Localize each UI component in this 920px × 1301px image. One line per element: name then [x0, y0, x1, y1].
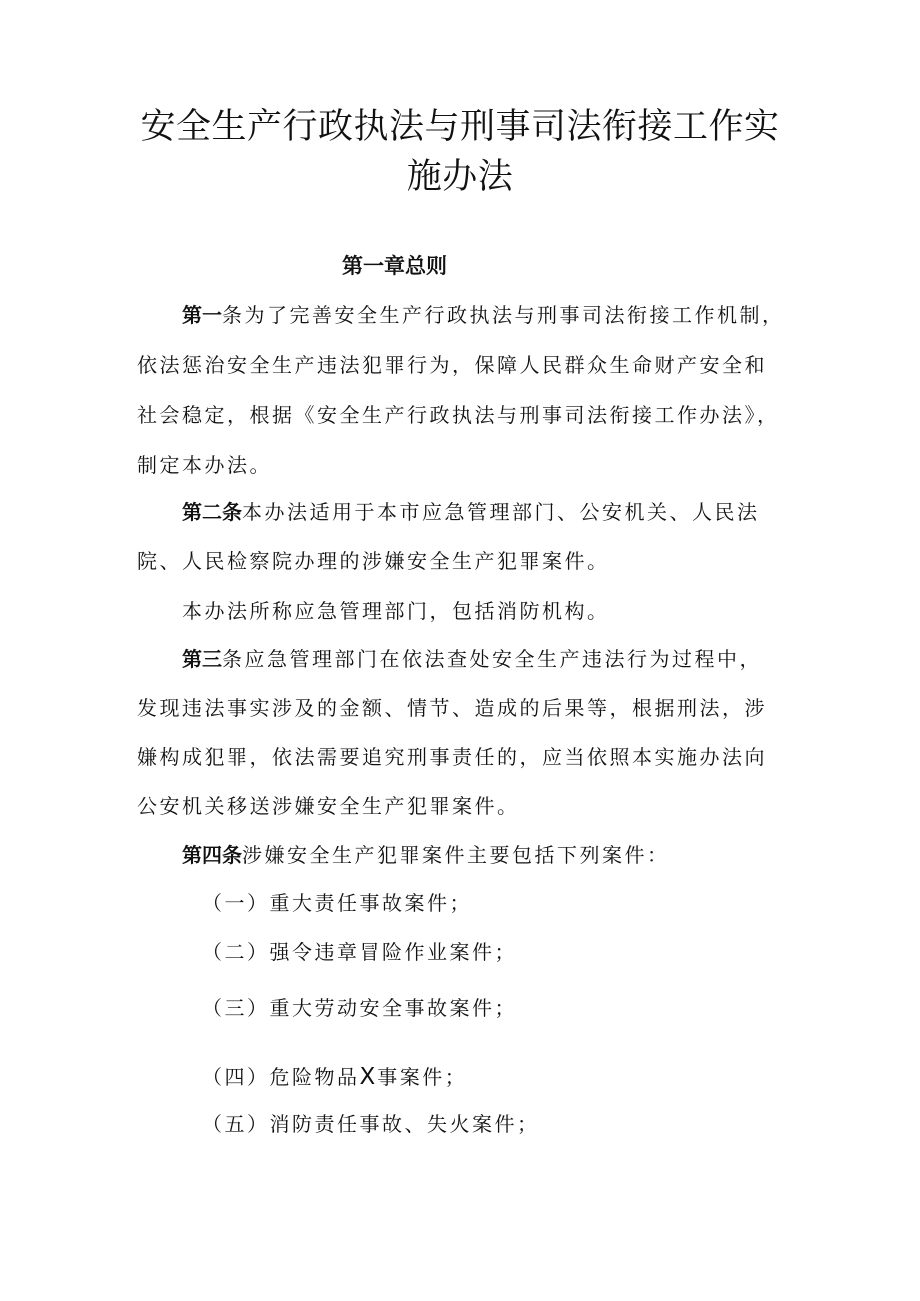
article-2-line-3: 本办法所称应急管理部门，包括消防机构。 — [182, 599, 610, 623]
document-title-line-2: 施办法 — [406, 157, 514, 197]
article-1-number: 第一 — [182, 303, 222, 327]
article-3-line-3: 嫌构成犯罪，依法需要追究刑事责任的，应当依照本实施办法向 — [137, 745, 767, 769]
document-title-line-1: 安全生产行政执法与刑事司法衔接工作实 — [140, 107, 780, 147]
list-item-4 — [202, 1066, 467, 1089]
article-2-line-2: 院、人民检察院办理的涉嫌安全生产犯罪案件。 — [137, 549, 610, 573]
article-4-text-1: 涉嫌安全生产犯罪案件主要包括下列案件： — [242, 843, 670, 867]
list-item-3: （三）重大劳动安全事故案件； — [202, 996, 517, 1020]
article-2-line-1 — [182, 502, 760, 522]
article-1-line-4: 制定本办法。 — [137, 453, 272, 477]
chapter-heading: 第一章总则 — [342, 254, 447, 278]
article-3-line-2: 发现违法事实涉及的金额、情节、造成的后果等，根据刑法，涉 — [137, 696, 767, 720]
list-item-2: （二）强令违章冒险作业案件； — [202, 940, 517, 964]
article-4-line-1 — [182, 845, 670, 865]
list-item-4-prefix: （四）危险物品 — [202, 1065, 360, 1089]
list-item-1: （一）重大责任事故案件； — [202, 891, 472, 915]
article-1-line-1 — [182, 305, 785, 325]
article-3-line-4: 公安机关移送涉嫌安全生产犯罪案件。 — [137, 794, 520, 818]
list-item-5: （五）消防责任事故、失火案件； — [202, 1112, 540, 1136]
article-3-text-1: 条应急管理部门在依法查处安全生产违法行为过程中， — [222, 647, 762, 671]
article-2-text-1: 本办法适用于本市应急管理部门、公安机关、人民法 — [242, 500, 760, 524]
article-2-number: 第二条 — [182, 500, 242, 524]
list-item-4-suffix: 事案件； — [377, 1065, 468, 1089]
article-4-number: 第四条 — [182, 843, 242, 867]
list-item-4-mark: X — [359, 1064, 378, 1090]
article-3-number: 第三 — [182, 647, 222, 671]
article-1-text-1: 条为了完善安全生产行政执法与刑事司法衔接工作机制， — [222, 303, 785, 327]
article-3-line-1 — [182, 649, 762, 669]
article-1-line-2: 依法惩治安全生产违法犯罪行为，保障人民群众生命财产安全和 — [137, 353, 767, 377]
article-1-line-3: 社会稳定，根据《安全生产行政执法与刑事司法衔接工作办法》， — [137, 403, 780, 427]
